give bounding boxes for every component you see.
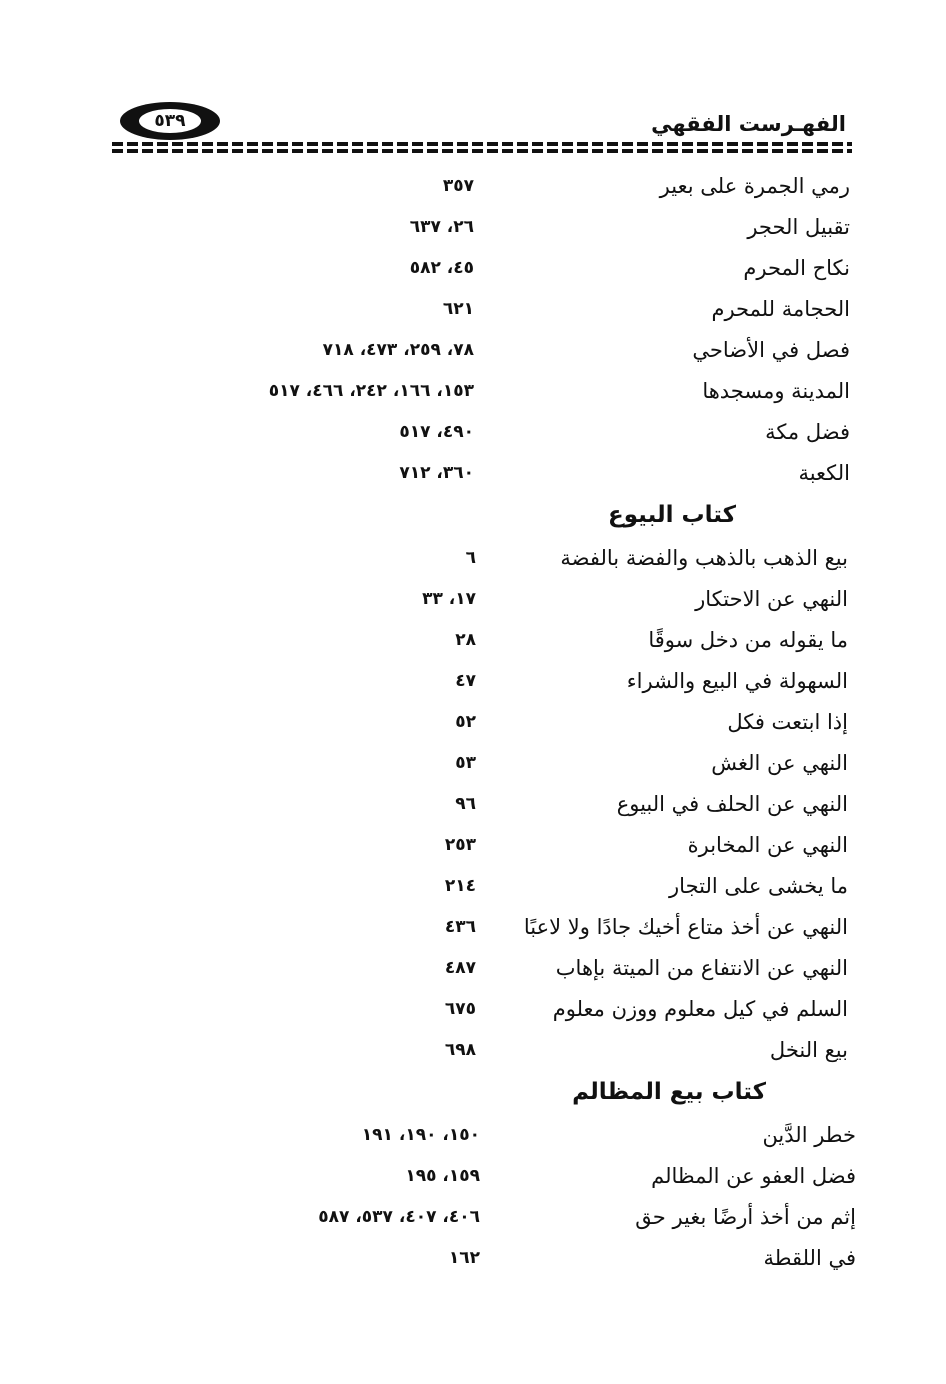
entry-topic: ما يقوله من دخل سوقًا	[648, 628, 848, 652]
entry-topic: نكاح المحرم	[743, 256, 850, 280]
entry-pages: ٦٩٨	[444, 1040, 476, 1060]
entry-topic: السلم في كيل معلوم ووزن معلوم	[552, 997, 848, 1021]
index-entry	[0, 829, 946, 870]
entry-pages: ٦٢١	[442, 299, 474, 319]
entry-topic: رمي الجمرة على بعير	[659, 174, 850, 198]
entry-topic: بيع الذهب بالذهب والفضة بالفضة	[560, 546, 848, 570]
index-entry	[0, 542, 946, 583]
entry-topic: النهي عن المخابرة	[687, 833, 848, 857]
index-entry	[0, 457, 946, 498]
section-heading	[0, 498, 946, 542]
page-number-badge	[120, 102, 220, 140]
section-heading	[0, 1075, 946, 1119]
entry-pages: ٣٦٠، ٧١٢	[399, 463, 474, 483]
entry-topic: الكعبة	[798, 461, 850, 485]
index-entry	[0, 993, 946, 1034]
entry-pages: ١٦٢	[448, 1248, 480, 1268]
entry-pages: ١٥٠، ١٩٠، ١٩١	[361, 1125, 480, 1145]
entry-pages: ٣٥٧	[442, 176, 474, 196]
entry-topic: النهي عن الاحتكار	[695, 587, 848, 611]
index-entry	[0, 1119, 946, 1160]
entry-pages: ٦	[465, 548, 476, 568]
index-entry	[0, 1160, 946, 1201]
entry-pages: ٦٧٥	[444, 999, 476, 1019]
index-entry	[0, 334, 946, 375]
index-entry	[0, 416, 946, 457]
entry-pages: ٢٦، ٦٣٧	[409, 217, 474, 237]
index-entry	[0, 293, 946, 334]
entry-pages: ٤٠٦، ٤٠٧، ٥٣٧، ٥٨٧	[318, 1207, 480, 1227]
entry-topic: المدينة ومسجدها	[702, 379, 850, 403]
entry-topic: النهي عن الانتفاع من الميتة بإهاب	[555, 956, 848, 980]
index-entry	[0, 252, 946, 293]
index-entry	[0, 583, 946, 624]
index-entry	[0, 952, 946, 993]
section-heading-text: كتاب بيع المظالم	[572, 1079, 766, 1105]
entry-topic: الحجامة للمحرم	[711, 297, 850, 321]
entry-pages: ٢٨	[455, 630, 476, 650]
entry-topic: خطر الدَّين	[762, 1123, 856, 1147]
index-entry	[0, 747, 946, 788]
running-title: الفهـرست الفقهي	[651, 112, 846, 136]
index-entry	[0, 170, 946, 211]
entry-topic: فصل في الأضاحي	[692, 338, 850, 362]
entry-topic: النهي عن الغش	[711, 751, 848, 775]
entry-pages: ١٥٣، ١٦٦، ٢٤٢، ٤٦٦، ٥١٧	[268, 381, 474, 401]
entry-pages: ٤٣٦	[444, 917, 476, 937]
page-header	[112, 98, 852, 160]
entry-pages: ٢٥٣	[444, 835, 476, 855]
entry-topic: السهولة في البيع والشراء	[626, 669, 848, 693]
entry-topic: تقبيل الحجر	[747, 215, 850, 239]
index-entry	[0, 1242, 946, 1283]
entry-topic: بيع النخل	[769, 1038, 848, 1062]
entry-pages: ١٥٩، ١٩٥	[405, 1166, 480, 1186]
index-entry	[0, 624, 946, 665]
entry-pages: ٤٥، ٥٨٢	[409, 258, 474, 278]
index-entry	[0, 788, 946, 829]
entry-pages: ٧٨، ٢٥٩، ٤٧٣، ٧١٨	[322, 340, 474, 360]
entry-pages: ٩٦	[455, 794, 476, 814]
entry-pages: ٤٨٧	[444, 958, 476, 978]
entry-pages: ١٧، ٣٣	[422, 589, 476, 609]
section-heading-text: كتاب البيوع	[608, 502, 736, 528]
entry-topic: فضل مكة	[765, 420, 850, 444]
index-entry	[0, 665, 946, 706]
index-content	[0, 170, 946, 1283]
entry-topic: النهي عن أخذ متاع أخيك جادًا ولا لاعبًا	[523, 915, 848, 939]
entry-pages: ٥٢	[455, 712, 476, 732]
entry-topic: ما يخشى على التجار	[669, 874, 848, 898]
index-entry	[0, 1201, 946, 1242]
index-entry	[0, 375, 946, 416]
entry-topic: إذا ابتعت فكل	[727, 710, 848, 734]
entry-pages: ٤٩٠، ٥١٧	[399, 422, 474, 442]
header-divider	[112, 142, 852, 155]
entry-topic: في اللقطة	[763, 1246, 856, 1270]
entry-pages: ٤٧	[455, 671, 476, 691]
index-entry	[0, 870, 946, 911]
index-entry	[0, 1034, 946, 1075]
page-number: ٥٣٩	[139, 109, 201, 133]
index-entry	[0, 211, 946, 252]
entry-pages: ٥٣	[455, 753, 476, 773]
index-entry	[0, 911, 946, 952]
entry-topic: فضل العفو عن المظالم	[651, 1164, 856, 1188]
entry-pages: ٢١٤	[444, 876, 476, 896]
entry-topic: النهي عن الحلف في البيوع	[616, 792, 848, 816]
index-entry	[0, 706, 946, 747]
entry-topic: إثم من أخذ أرضًا بغير حق	[635, 1205, 856, 1229]
